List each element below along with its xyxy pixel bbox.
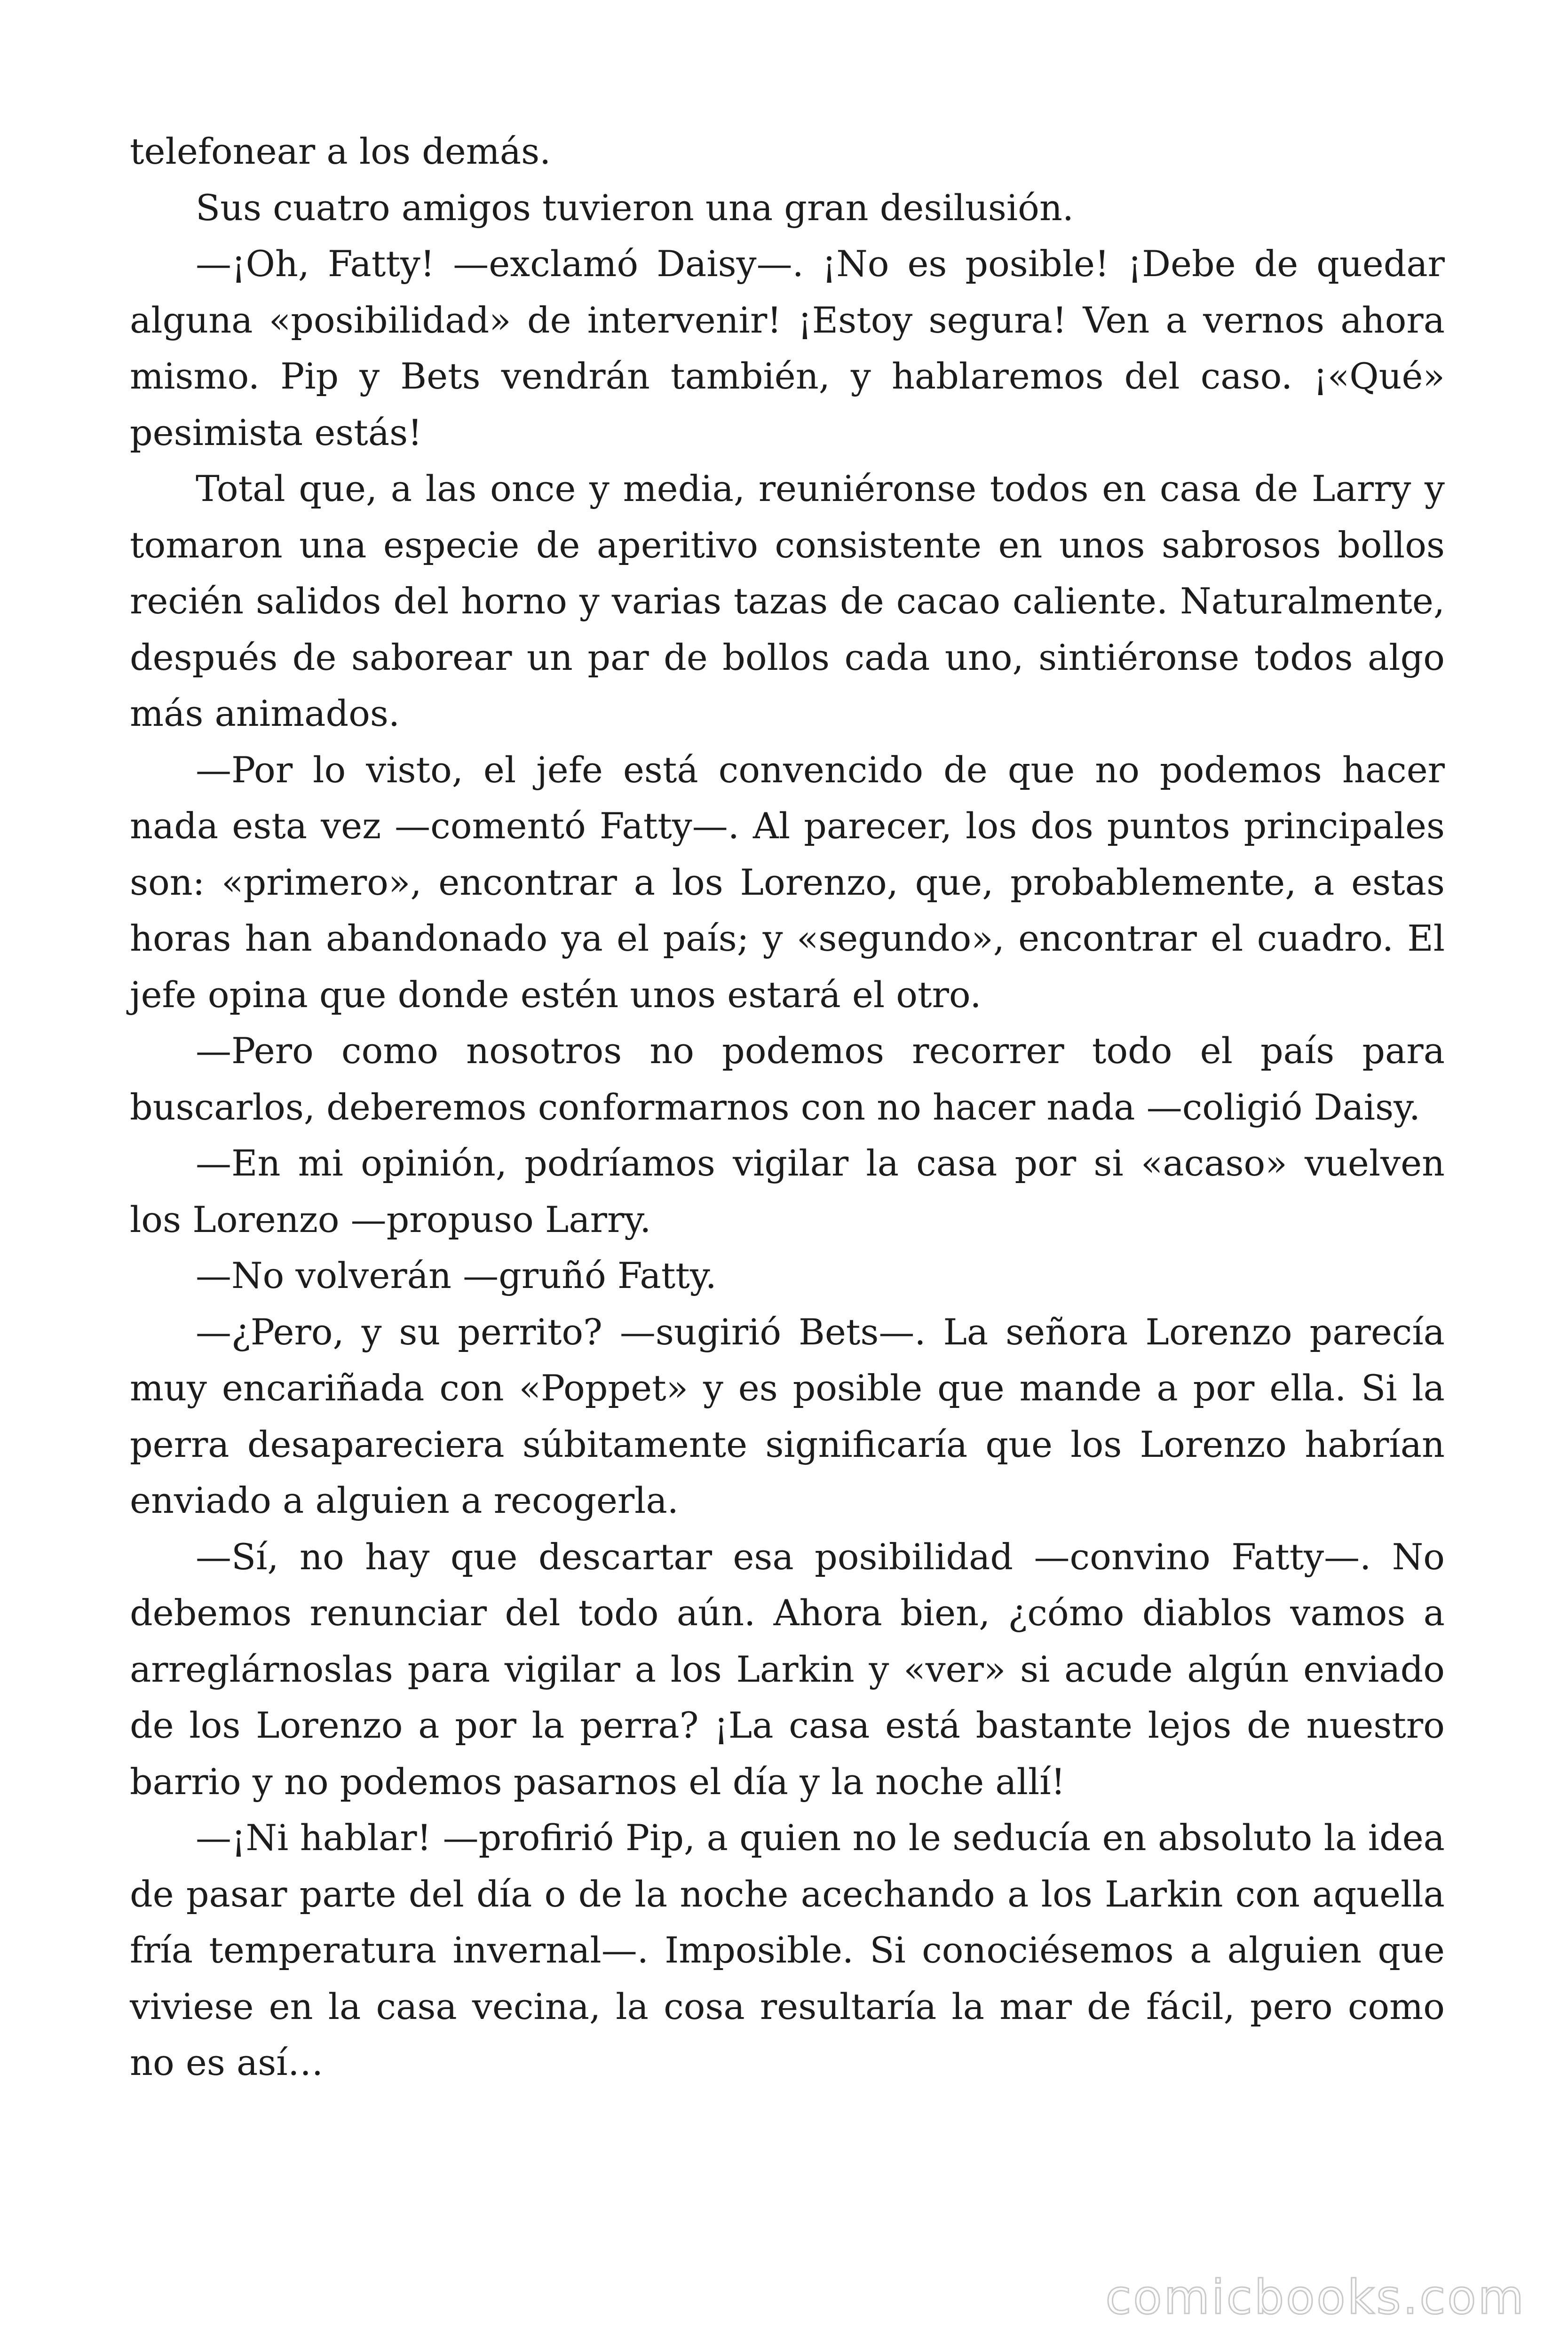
body-text [130,123,1445,2091]
watermark: comicbooks.com [1105,2270,1526,2325]
paragraph: —¡Ni hablar! —profirió Pip, a quien no le seducía en absoluto la idea de pasar parte del día o de la noche acechando a los Larkin con aquella fría temperatura invernal—. Imposible. Si conociésemos a alguien que viviese en la casa vecina, la cosa resultaría la mar de fácil, pero como no es así… [130,1817,1445,2083]
paragraph: Total que, a las once y media, reuniéronse todos en casa de Larry y tomaron una especie de aperitivo consistente en unos sabrosos bollos recién salidos del horno y varias tazas de cacao caliente. Naturalmente, después de saborear un par de bollos cada uno, sintiéronse todos algo más animados. [130,468,1445,734]
paragraph-continuation: telefonear a los demás. [130,130,551,172]
paragraph: —¿Pero, y su perrito? —sugirió Bets—. La señora Lorenzo parecía muy encariñada con «Poppet» y es posible que mande a por ella. Si la perra desapareciera súbitamente significaría que los Lorenzo habrían enviado a alguien a recogerla. [130,1311,1445,1521]
paragraph: —En mi opinión, podríamos vigilar la casa por si «acaso» vuelven los Lorenzo —propuso Larry. [130,1142,1445,1240]
paragraph: —Sí, no hay que descartar esa posibilidad —convino Fatty—. No debemos renunciar del todo aún. Ahora bien, ¿cómo diablos vamos a arreglárnoslas para vigilar a los Larkin y «ver» si acude algún enviado de los Lorenzo a por la perra? ¡La casa está bastante lejos de nuestro barrio y no podemos pasarnos el día y la noche allí! [130,1535,1445,1803]
paragraph: —Pero como nosotros no podemos recorrer todo el país para buscarlos, deberemos conformarnos con no hacer nada —coligió Daisy. [130,1030,1445,1128]
paragraph: —Por lo visto, el jefe está convencido de que no podemos hacer nada esta vez —comentó Fatty—. Al parecer, los dos puntos principales son: «primero», encontrar a los Lorenzo, que, probablemente, a estas horas han abandonado ya el país; y «segundo», encontrar el cuadro. El jefe opina que donde estén unos estará el otro. [130,748,1445,1016]
paragraph: Sus cuatro amigos tuvieron una gran desilusión. [196,186,1074,229]
paragraph: —No volverán —gruñó Fatty. [196,1255,717,1296]
paragraph: —¡Oh, Fatty! —exclamó Daisy—. ¡No es posible! ¡Debe de quedar alguna «posibilidad» de intervenir! ¡Estoy segura! Ven a vernos ahora mismo. Pip y Bets vendrán también, y hablaremos del caso. ¡«Qué» pesimista estás! [130,243,1445,453]
